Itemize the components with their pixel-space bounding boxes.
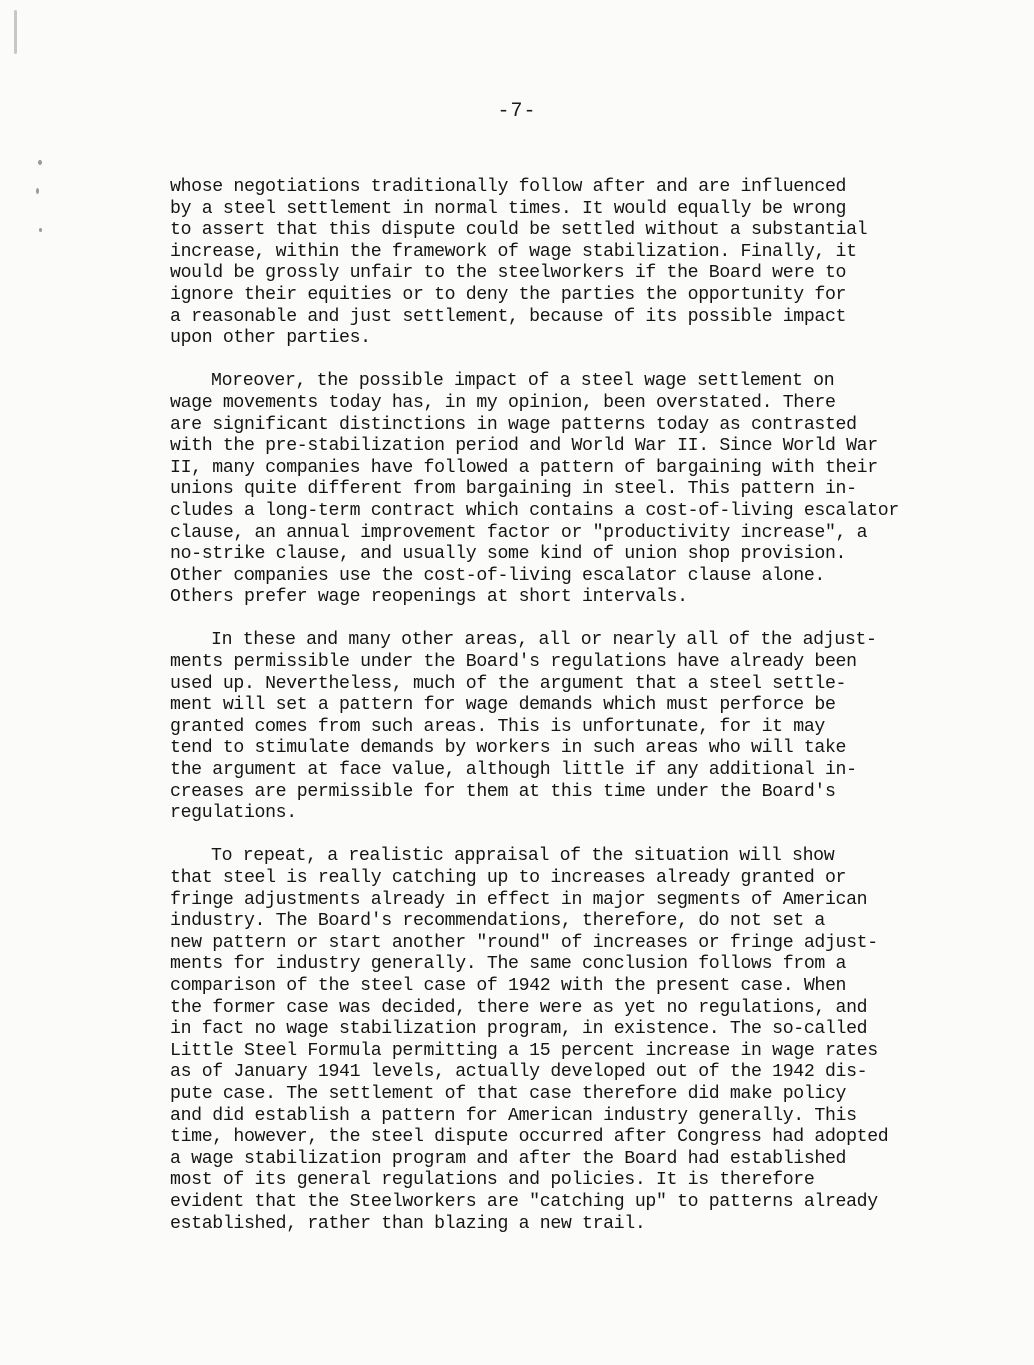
text-line: time, however, the steel dispute occurred after Congress had adopted <box>170 1127 889 1148</box>
text-line: whose negotiations traditionally follow after and are influenced <box>170 177 847 197</box>
text-line: increase, within the framework of wage stabilization. Finally, it <box>170 241 857 262</box>
text-line: and did establish a pattern for American industry generally. This <box>170 1105 857 1126</box>
text-line: creases are permissible for them at this time under the Board's <box>170 781 836 802</box>
text-line: used up. Nevertheless, much of the argument that a steel settle- <box>170 673 847 694</box>
paragraph <box>170 630 930 824</box>
paper-speck <box>39 228 42 232</box>
text-line: upon other parties. <box>170 328 371 349</box>
text-line: with the pre-stabilization period and World War II. Since World War <box>170 436 878 457</box>
text-line: ment will set a pattern for wage demands which must perforce be <box>170 695 836 716</box>
text-line: are significant distinctions in wage patterns today as contrasted <box>170 414 857 435</box>
page-number: -7- <box>497 100 537 123</box>
text-line: the former case was decided, there were as yet no regulations, and <box>170 997 868 1018</box>
text-line: by a steel settlement in normal times. It would equally be wrong <box>170 198 847 219</box>
text-line: tend to stimulate demands by workers in such areas who will take <box>170 738 847 759</box>
paper-speck <box>38 160 42 165</box>
text-line: To repeat, a realistic appraisal of the situation will show <box>211 846 835 867</box>
text-line: regulations. <box>170 803 297 824</box>
paper-speck <box>36 188 39 194</box>
text-line: ments permissible under the Board's regulations have already been <box>170 652 857 673</box>
paragraph <box>170 371 930 609</box>
text-line: clause, an annual improvement factor or "productivity increase", a <box>170 522 868 543</box>
text-line: unions quite different from bargaining in steel. This pattern in- <box>170 479 857 500</box>
document-body <box>170 177 930 1257</box>
paragraph <box>170 846 930 1235</box>
text-line: evident that the Steelworkers are "catching up" to patterns already <box>170 1191 878 1212</box>
text-line: pute case. The settlement of that case therefore did make policy <box>170 1083 847 1104</box>
text-line: fringe adjustments already in effect in major segments of American <box>170 889 868 910</box>
text-line: wage movements today has, in my opinion, been overstated. There <box>170 392 836 413</box>
text-line: In these and many other areas, all or nearly all of the adjust- <box>211 630 877 651</box>
text-line: ments for industry generally. The same conclusion follows from a <box>170 954 847 975</box>
text-line: Other companies use the cost-of-living escalator clause alone. <box>170 565 825 586</box>
paper-edge-mark <box>14 10 17 54</box>
text-line: II, many companies have followed a pattern of bargaining with their <box>170 457 878 478</box>
text-line: established, rather than blazing a new trail. <box>170 1213 646 1234</box>
text-line: industry. The Board's recommendations, therefore, do not set a <box>170 911 825 932</box>
text-line: Moreover, the possible impact of a steel wage settlement on <box>211 371 835 392</box>
text-line: Little Steel Formula permitting a 15 percent increase in wage rates <box>170 1040 878 1061</box>
text-line: ignore their equities or to deny the parties the opportunity for <box>170 284 847 305</box>
text-line: in fact no wage stabilization program, in existence. The so-called <box>170 1019 868 1040</box>
text-line: as of January 1941 levels, actually developed out of the 1942 dis- <box>170 1062 868 1083</box>
paragraph <box>170 177 930 350</box>
text-line: Others prefer wage reopenings at short intervals. <box>170 587 688 608</box>
text-line: that steel is really catching up to increases already granted or <box>170 868 847 888</box>
text-line: a wage stabilization program and after the Board had established <box>170 1148 847 1169</box>
text-line: would be grossly unfair to the steelworkers if the Board were to <box>170 263 847 284</box>
text-line: comparison of the steel case of 1942 with the present case. When <box>170 975 847 996</box>
text-line: to assert that this dispute could be settled without a substantial <box>170 220 868 241</box>
text-line: granted comes from such areas. This is unfortunate, for it may <box>170 716 825 737</box>
text-line: no-strike clause, and usually some kind of union shop provision. <box>170 544 847 565</box>
text-line: a reasonable and just settlement, because of its possible impact <box>170 306 847 327</box>
text-line: most of its general regulations and policies. It is therefore <box>170 1170 815 1191</box>
text-line: cludes a long-term contract which contains a cost-of-living escalator <box>170 500 899 521</box>
text-line: the argument at face value, although little if any additional in- <box>170 760 857 781</box>
text-line: new pattern or start another "round" of increases or fringe adjust- <box>170 932 878 953</box>
